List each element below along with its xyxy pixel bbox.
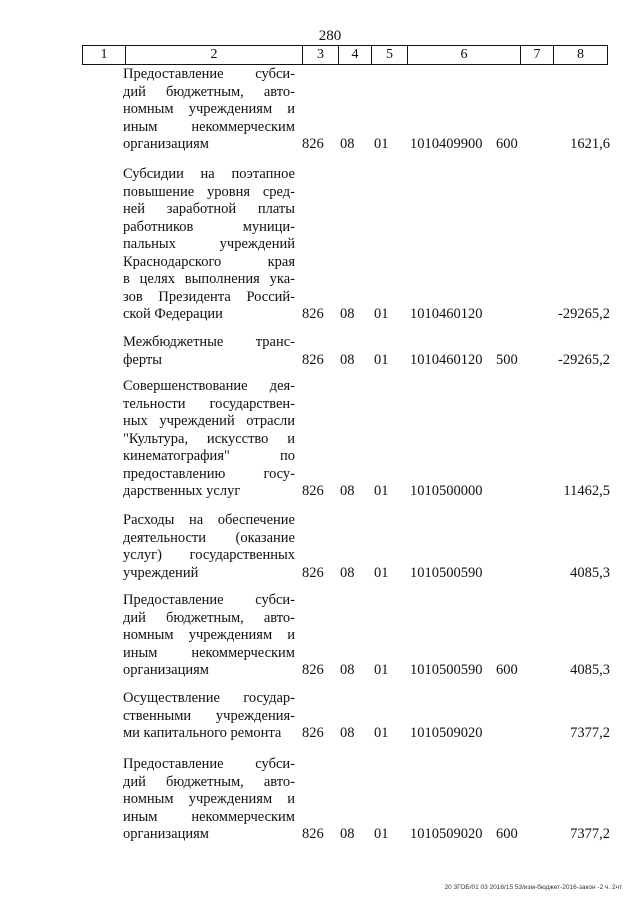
header-col-7: 7 — [520, 46, 553, 64]
cell-col-4: 08 — [340, 725, 355, 741]
header-col-4: 4 — [338, 46, 371, 64]
description-line: иным некоммерческим — [123, 808, 295, 825]
description-line: иным некоммерческим — [123, 644, 295, 661]
description-line: организациям — [123, 826, 209, 842]
cell-col-5: 01 — [374, 351, 389, 368]
header-col-8: 8 — [553, 46, 607, 64]
cell-col-5: 01 — [374, 306, 389, 322]
cell-col-4: 08 — [340, 351, 355, 368]
cell-col-6: 1010460120 — [410, 306, 483, 322]
cell-col-4: 08 — [340, 662, 355, 678]
header-col-5: 5 — [371, 46, 407, 64]
description-line: услуг) государственных — [123, 547, 295, 563]
cell-col-5: 01 — [374, 483, 389, 499]
cell-col-8: -29265,2 — [558, 306, 610, 322]
row-description — [123, 66, 295, 154]
cell-col-3: 826 — [302, 725, 324, 741]
description-line: повышение уровня сред- — [123, 183, 295, 200]
description-line: ской Федерации — [123, 306, 223, 322]
cell-col-6: 1010500590 — [410, 564, 483, 581]
description-line: деятельности (оказание — [123, 529, 295, 546]
description-line: Совершенствование дея- — [123, 378, 295, 394]
cell-col-6: 1010509020 — [410, 826, 483, 842]
cell-col-7: 600 — [496, 136, 518, 152]
description-line: иным некоммерческим — [123, 118, 295, 135]
description-line: Субсидии на поэтапное — [123, 166, 295, 182]
cell-col-3: 826 — [302, 662, 324, 678]
cell-col-5: 01 — [374, 826, 389, 842]
row-description — [123, 756, 295, 844]
description-line: тельности государствен- — [123, 395, 295, 412]
cell-col-8: 4085,3 — [570, 662, 610, 678]
cell-col-4: 08 — [340, 136, 355, 152]
header-col-3: 3 — [302, 46, 338, 64]
description-line: кинематография" по — [123, 448, 295, 464]
description-line: Предоставление субси- — [123, 756, 295, 772]
cell-col-4: 08 — [340, 483, 355, 499]
description-line: Предоставление субси- — [123, 66, 295, 82]
description-line: ми капитального ремонта — [123, 725, 282, 741]
cell-col-5: 01 — [374, 136, 389, 152]
cell-col-5: 01 — [374, 564, 389, 581]
cell-col-4: 08 — [340, 306, 355, 322]
description-line: Расходы на обеспечение — [123, 512, 295, 528]
description-line: ферты — [123, 351, 162, 368]
row-description — [123, 166, 295, 324]
cell-col-6: 1010500590 — [410, 662, 483, 678]
cell-col-3: 826 — [302, 351, 324, 368]
description-line: ных учреждений отрасли — [123, 413, 295, 429]
cell-col-3: 826 — [302, 826, 324, 842]
header-col-2: 2 — [125, 46, 302, 64]
description-line: пальных учреждений — [123, 236, 295, 252]
cell-col-8: 7377,2 — [570, 725, 610, 741]
description-line: Краснодарского края — [123, 253, 295, 270]
description-line: номным учреждениям и — [123, 791, 295, 807]
description-line: дий бюджетным, авто- — [123, 609, 295, 626]
description-line: учреждений — [123, 564, 199, 581]
cell-col-4: 08 — [340, 826, 355, 842]
description-line: Предоставление субси- — [123, 592, 295, 608]
cell-col-8: 4085,3 — [570, 564, 610, 581]
cell-col-3: 826 — [302, 483, 324, 499]
cell-col-8: 7377,2 — [570, 826, 610, 842]
description-line: Осуществление государ- — [123, 690, 295, 706]
description-line: в целях выполнения ука- — [123, 271, 295, 287]
description-line: номным учреждениям и — [123, 101, 295, 117]
description-line: предоставлению госу- — [123, 465, 295, 482]
row-description — [123, 592, 295, 680]
cell-col-4: 08 — [340, 564, 355, 581]
cell-col-5: 01 — [374, 662, 389, 678]
cell-col-3: 826 — [302, 136, 324, 152]
cell-col-8: -29265,2 — [558, 351, 610, 368]
page-number: 280 — [318, 28, 342, 44]
cell-col-3: 826 — [302, 306, 324, 322]
header-col-1: 1 — [100, 47, 108, 62]
description-line: "Культура, искусство и — [123, 430, 295, 447]
description-line: дарственных услуг — [123, 483, 241, 499]
description-line: ственными учреждения- — [123, 707, 295, 724]
cell-col-8: 1621,6 — [570, 136, 610, 152]
description-line: работников муници- — [123, 218, 295, 235]
table-header — [82, 45, 608, 65]
row-description — [123, 690, 295, 743]
cell-col-6: 1010500000 — [410, 483, 483, 499]
row-description — [123, 512, 295, 582]
cell-col-7: 500 — [496, 351, 518, 368]
description-line: дий бюджетным, авто- — [123, 773, 295, 790]
description-line: Межбюджетные транс- — [123, 334, 295, 350]
footer-note: 20 3ГОБ/01 03 2016/15 53/изм-бюджет-2016-закон -2 ч. 2чт — [444, 884, 622, 891]
cell-col-7: 600 — [496, 662, 518, 678]
cell-col-6: 1010409900 — [410, 136, 483, 152]
description-line: зов Президента Россий- — [123, 288, 295, 305]
cell-col-6: 1010509020 — [410, 725, 483, 741]
description-line: номным учреждениям и — [123, 627, 295, 643]
cell-col-3: 826 — [302, 564, 324, 581]
description-line: организациям — [123, 662, 209, 678]
row-description — [123, 378, 295, 501]
row-description — [123, 334, 295, 369]
description-line: организациям — [123, 136, 209, 152]
cell-col-5: 01 — [374, 725, 389, 741]
description-line: дий бюджетным, авто- — [123, 83, 295, 100]
cell-col-6: 1010460120 — [410, 351, 483, 368]
description-line: ней заработной платы — [123, 201, 295, 217]
cell-col-7: 600 — [496, 826, 518, 842]
cell-col-8: 11462,5 — [563, 483, 610, 499]
header-col-6: 6 — [407, 46, 520, 64]
